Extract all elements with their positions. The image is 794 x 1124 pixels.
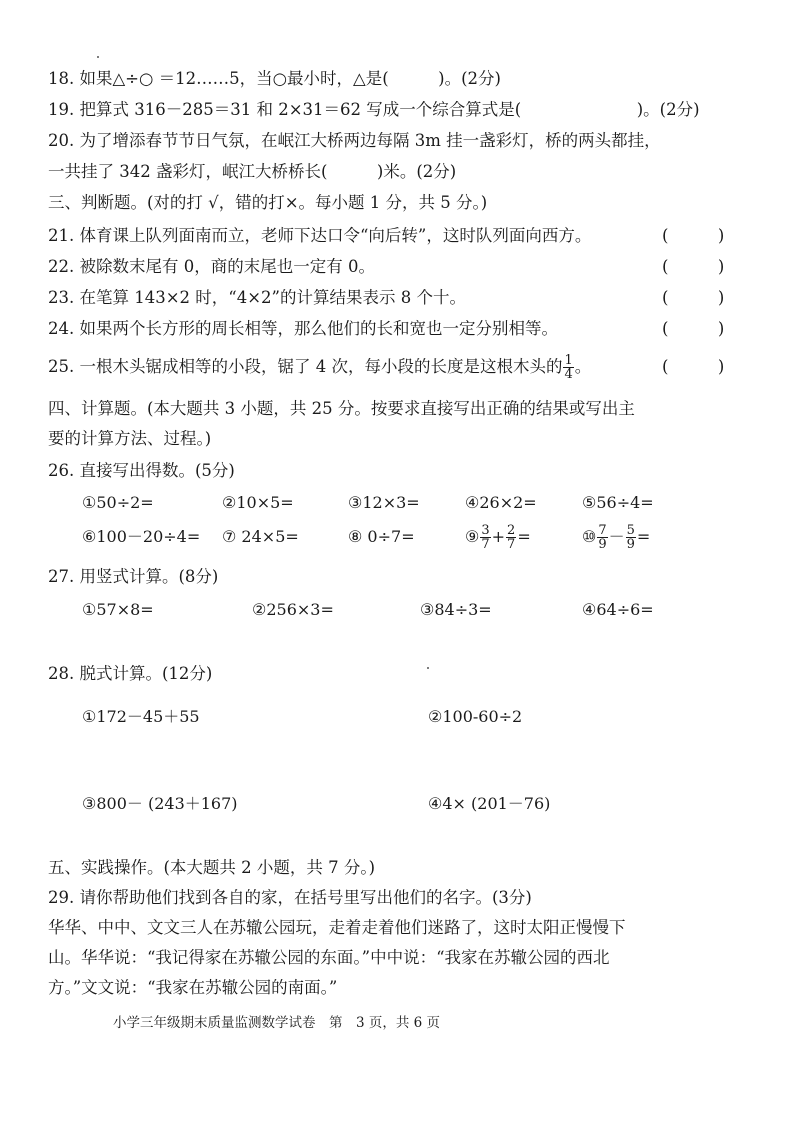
q28-item-3: ③800－ (243＋167): [82, 794, 238, 813]
q26-item-8: ⑧ 0÷7=: [348, 527, 415, 546]
q27-item-3: ③84÷3=: [420, 600, 492, 619]
fraction: $\frac{3}{7}$: [481, 523, 490, 552]
question-26: 26. 直接写出得数。(5分): [48, 461, 235, 480]
question-20-line-2: 一共挂了 342 盏彩灯，岷江大桥桥长( )米。(2分): [48, 162, 457, 181]
q26-item-2: ②10×5=: [222, 493, 294, 512]
q28-item-4: ④4× (201－76): [428, 794, 551, 813]
section-3-heading: 三、判断题。(对的打 √，错的打×。每小题 1 分，共 5 分。): [48, 193, 488, 212]
question-23: [48, 287, 725, 309]
q26-item-3: ③12×3=: [348, 493, 420, 512]
question-29-paragraph-line-1: 华华、中中、文文三人在苏辙公园玩，走着走着他们迷路了，这时太阳正慢慢下: [48, 918, 626, 937]
question-29: 29. 请你帮助他们找到各自的家，在括号里写出他们的名字。(3分): [48, 888, 532, 907]
question-24: [48, 318, 725, 340]
answer-paren[interactable]: ( ): [662, 257, 725, 276]
q28-item-2: ②100-60÷2: [428, 707, 523, 726]
fraction-one-quarter: $\frac{1}{4}$: [564, 353, 573, 382]
question-27: 27. 用竖式计算。(8分): [48, 567, 219, 586]
section-4-heading-line-1: 四、计算题。(本大题共 3 小题，共 25 分。按要求直接写出正确的结果或写出主: [48, 399, 635, 418]
question-20-line-1: 20. 为了增添春节节日气氛，在岷江大桥两边每隔 3m 挂一盏彩灯，桥的两头都挂，: [48, 131, 661, 150]
answer-paren[interactable]: ( ): [662, 288, 725, 307]
question-24-text: 24. 如果两个长方形的周长相等，那么他们的长和宽也一定分别相等。: [48, 319, 558, 338]
fraction: $\frac{2}{7}$: [507, 523, 516, 552]
page-footer: 小学三年级期末质量监测数学试卷 第 3 页，共 6 页: [113, 1015, 441, 1031]
q27-item-4: ④64÷6=: [582, 600, 654, 619]
question-25-text: 25. 一根木头锯成相等的小段，锯了 4 次，每小段的长度是这根木头的: [48, 357, 563, 376]
question-28: 28. 脱式计算。(12分): [48, 664, 213, 683]
question-18: 18. 如果△÷○ ＝12……5，当○最小时，△是( )。(2分): [48, 69, 501, 88]
question-21-text: 21. 体育课上队列面南而立，老师下达口令“向后转”，这时队列面向西方。: [48, 226, 592, 245]
q26-item-7: ⑦ 24×5=: [222, 527, 299, 546]
question-29-paragraph-line-3: 方。”文文说：“我家在苏辙公园的南面。”: [48, 978, 338, 997]
question-19: 19. 把算式 316－285＝31 和 2×31＝62 写成一个综合算式是( )。(2分): [48, 100, 700, 119]
answer-paren[interactable]: ( ): [662, 357, 725, 376]
q26-item-5: ⑤56÷4=: [582, 493, 654, 512]
q26-item-6: ⑥100－20÷4=: [82, 527, 201, 546]
scan-speck: [97, 56, 99, 58]
question-29-paragraph-line-2: 山。华华说：“我记得家在苏辙公园的东面。”中中说：“我家在苏辙公园的西北: [48, 948, 610, 967]
fraction: $\frac{5}{9}$: [626, 523, 635, 552]
q28-item-1: ①172－45＋55: [82, 707, 200, 726]
q26-item-1: ①50÷2=: [82, 493, 154, 512]
q27-item-1: ①57×8=: [82, 600, 154, 619]
q26-item-9: ⑨ $\frac{3}{7}$ + $\frac{2}{7}$ =: [465, 523, 531, 552]
question-22: [48, 256, 725, 278]
q26-item-10: ⑩ $\frac{7}{9}$ － $\frac{5}{9}$ =: [582, 523, 651, 552]
section-5-heading: 五、实践操作。(本大题共 2 小题，共 7 分。): [48, 858, 376, 877]
q26-item-4: ④26×2=: [465, 493, 537, 512]
answer-paren[interactable]: ( ): [662, 226, 725, 245]
section-4-heading-line-2: 要的计算方法、过程。): [48, 429, 212, 448]
answer-paren[interactable]: ( ): [662, 319, 725, 338]
question-22-text: 22. 被除数末尾有 0，商的末尾也一定有 0。: [48, 257, 375, 276]
question-23-text: 23. 在笔算 143×2 时，“4×2”的计算结果表示 8 个十。: [48, 288, 466, 307]
q27-item-2: ②256×3=: [252, 600, 334, 619]
question-21: [48, 225, 725, 247]
fraction: $\frac{7}{9}$: [598, 523, 607, 552]
question-25: 25. 一根木头锯成相等的小段，锯了 4 次，每小段的长度是这根木头的 $\frac{1}{4}$ 。 ( ): [48, 350, 694, 384]
